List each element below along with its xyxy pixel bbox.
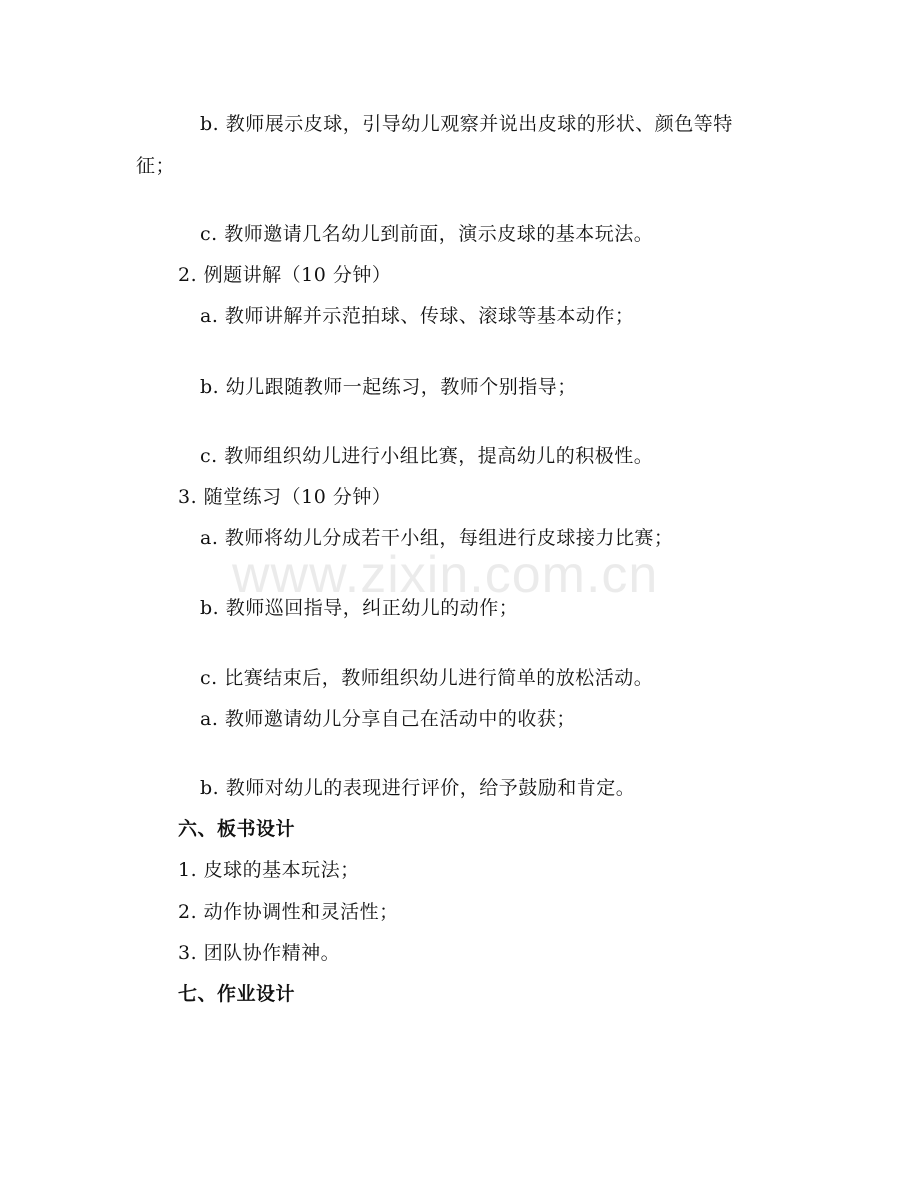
text-line-a-demonstrate: a. 教师讲解并示范拍球、传球、滚球等基本动作； [200, 305, 635, 327]
board-item-1: 1. 皮球的基本玩法； [178, 859, 360, 881]
watermark-text: www.zixin.com.cn [232, 546, 659, 604]
text-line-b-show-ball: b. 教师展示皮球，引导幼儿观察并说出皮球的形状、颜色等特 [200, 113, 733, 135]
text-line-a-relay: a. 教师将幼儿分成若干小组，每组进行皮球接力比赛； [200, 527, 674, 549]
heading-board-design: 六、板书设计 [178, 818, 296, 840]
text-line-a-share: a. 教师邀请幼儿分享自己在活动中的收获； [200, 708, 576, 730]
text-line-continuation: 征； [136, 155, 176, 177]
board-item-3: 3. 团队协作精神。 [178, 942, 341, 964]
section-3-classroom-practice: 3. 随堂练习（10 分钟） [178, 486, 392, 508]
text-line-b-guidance: b. 教师巡回指导，纠正幼儿的动作； [200, 597, 519, 619]
text-line-b-evaluate: b. 教师对幼儿的表现进行评价，给予鼓励和肯定。 [200, 777, 636, 799]
text-line-c-group-competition: c. 教师组织幼儿进行小组比赛，提高幼儿的积极性。 [200, 445, 654, 467]
text-line-c-relax: c. 比赛结束后，教师组织幼儿进行简单的放松活动。 [200, 667, 654, 689]
section-2-example-explanation: 2. 例题讲解（10 分钟） [178, 264, 392, 286]
heading-homework-design: 七、作业设计 [178, 983, 296, 1005]
text-line-b-practice: b. 幼儿跟随教师一起练习，教师个别指导； [200, 376, 577, 398]
board-item-2: 2. 动作协调性和灵活性； [178, 901, 399, 923]
text-line-c-invite-children: c. 教师邀请几名幼儿到前面，演示皮球的基本玩法。 [200, 223, 654, 245]
